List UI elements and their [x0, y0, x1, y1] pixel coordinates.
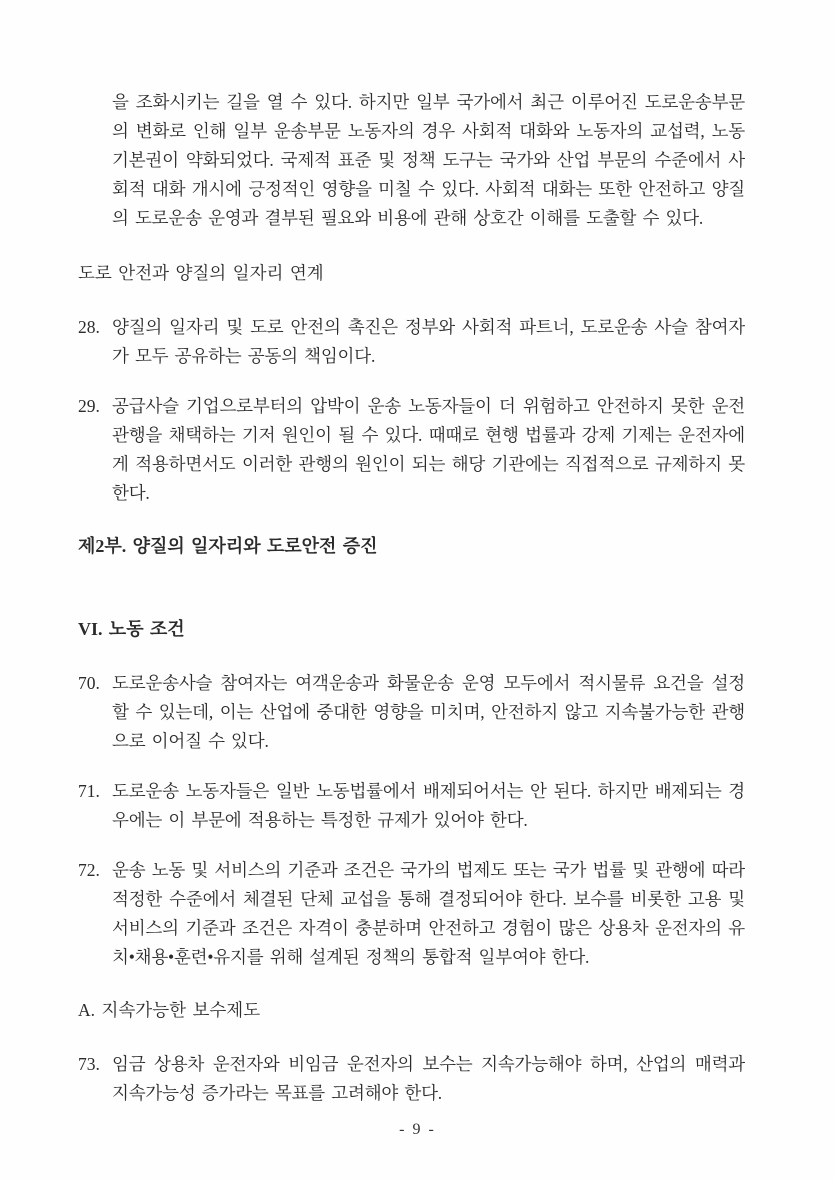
paragraph-text: 양질의 일자리 및 도로 안전의 촉진은 정부와 사회적 파트너, 도로운송 사슬 참여자가 모두 공유하는 공동의 책임이다.: [112, 317, 745, 366]
paragraph-text: 공급사슬 기업으로부터의 압박이 운송 노동자들이 더 위험하고 안전하지 못한 운전 관행을 채택하는 기저 원인이 될 수 있다. 때때로 현행 법률과 강제 기제는 운전자에게 적용하면서도 이러한 관행의 원인이 되는 해당 기관에는 직접적으로 규제하지 못한다.: [112, 396, 745, 503]
paragraph-number: 73.: [78, 1054, 100, 1074]
numbered-paragraph-72: [78, 856, 745, 972]
numbered-paragraph-71: [78, 777, 745, 835]
paragraph-number: 29.: [78, 396, 100, 416]
chapter-vi-heading: VI. 노동 조건: [78, 619, 185, 639]
numbered-paragraph-29: [78, 392, 745, 508]
paragraph-number: 72.: [78, 860, 100, 880]
paragraph-text: 도로운송 노동자들은 일반 노동법률에서 배제되어서는 안 된다. 하지만 배제되는 경우에는 이 부문에 적용하는 특정한 규제가 있어야 한다.: [112, 781, 745, 830]
paragraph-number: 28.: [78, 317, 100, 337]
page-content: [78, 88, 745, 1108]
part2-heading: 제2부. 양질의 일자리와 도로안전 증진: [78, 536, 378, 556]
numbered-paragraph-70: [78, 669, 745, 756]
paragraph-text: 임금 상용차 운전자와 비임금 운전자의 보수는 지속가능해야 하며, 산업의 매력과 지속가능성 증가라는 목표를 고려해야 한다.: [112, 1054, 745, 1103]
page-number: - 9 -: [399, 1121, 436, 1138]
paragraph-text: 운송 노동 및 서비스의 기준과 조건은 국가의 법제도 또는 국가 법률 및 관행에 따라 적정한 수준에서 체결된 단체 교섭을 통해 결정되어야 한다. 보수를 비롯한 고용 및 서비스의 기준과 조건은 자격이 충분하며 안전하고 경험이 많은 상용차 운전자의 유치•채용•훈련•유지를 위해 설계된 정책의 통합적 일부여야 한다.: [112, 860, 745, 967]
paragraph-number: 71.: [78, 781, 100, 801]
continuation-paragraph: 을 조화시키는 길을 열 수 있다. 하지만 일부 국가에서 최근 이루어진 도로운송부문의 변화로 인해 일부 운송부문 노동자의 경우 사회적 대화와 노동자의 교섭력, 노동기본권이 약화되었다. 국제적 표준 및 정책 도구는 국가와 산업 부문의 수준에서 사회적 대화 개시에 긍정적인 영향을 미칠 수 있다. 사회적 대화는 또한 안전하고 양질의 도로운송 운영과 결부된 필요와 비용에 관해 상호간 이해를 도출할 수 있다.: [112, 92, 745, 228]
numbered-paragraph-73: [78, 1050, 745, 1108]
subsection-a-heading: A. 지속가능한 보수제도: [78, 1000, 261, 1020]
heading-road-safety-decent-jobs: 도로 안전과 양질의 일자리 연계: [78, 263, 324, 283]
paragraph-number: 70.: [78, 673, 100, 693]
numbered-paragraph-28: [78, 313, 745, 371]
paragraph-text: 도로운송사슬 참여자는 여객운송과 화물운송 운영 모두에서 적시물류 요건을 설정할 수 있는데, 이는 산업에 중대한 영향을 미치며, 안전하지 않고 지속불가능한 관행으로 이어질 수 있다.: [112, 673, 745, 751]
